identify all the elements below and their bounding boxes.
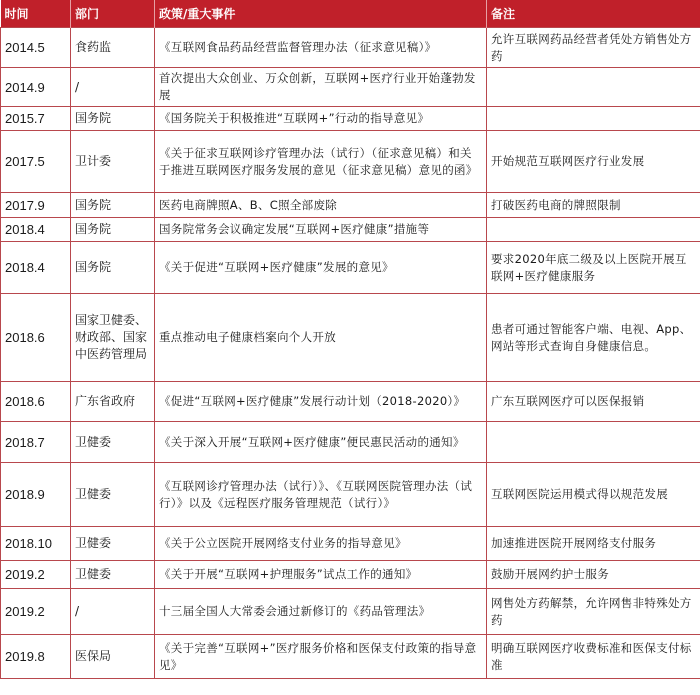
cell-policy: 《关于深入开展“互联网+医疗健康”便民惠民活动的通知》: [155, 422, 487, 463]
cell-time: 2014.9: [1, 68, 71, 107]
table-row: [1, 561, 700, 589]
cell-note: 加速推进医院开展网络支付服务: [487, 527, 700, 561]
cell-policy: 《互联网诊疗管理办法（试行）》、《互联网医院管理办法（试行）》以及《远程医疗服务管理规范（试行）》: [155, 463, 487, 527]
cell-dept: 食药监: [71, 28, 155, 68]
cell-policy: 《关于促进“互联网+医疗健康”发展的意见》: [155, 242, 487, 294]
cell-note: [487, 422, 700, 463]
table-row: [1, 463, 700, 527]
header-dept: 部门: [71, 0, 155, 28]
cell-note: 互联网医院运用模式得以规范发展: [487, 463, 700, 527]
table-row: [1, 242, 700, 294]
table-row: [1, 635, 700, 679]
cell-dept: 广东省政府: [71, 382, 155, 422]
cell-note: 广东互联网医疗可以医保报销: [487, 382, 700, 422]
cell-policy: 《关于征求互联网诊疗管理办法（试行）（征求意见稿）和关于推进互联网医疗服务发展的意见（征求意见稿）意见的函》: [155, 131, 487, 193]
table-row: [1, 589, 700, 635]
table-row: [1, 68, 700, 107]
table-row: [1, 107, 700, 131]
header-policy: 政策/重大事件: [155, 0, 487, 28]
cell-time: 2014.5: [1, 28, 71, 68]
cell-dept: 卫计委: [71, 131, 155, 193]
cell-policy: 《关于开展“互联网+护理服务”试点工作的通知》: [155, 561, 487, 589]
cell-note: 要求2020年底二级及以上医院开展互联网+医疗健康服务: [487, 242, 700, 294]
cell-dept: 国务院: [71, 218, 155, 242]
cell-dept: 卫健委: [71, 561, 155, 589]
cell-dept: 卫健委: [71, 527, 155, 561]
cell-dept: /: [71, 68, 155, 107]
cell-time: 2019.2: [1, 589, 71, 635]
cell-time: 2017.9: [1, 193, 71, 218]
cell-dept: 卫健委: [71, 422, 155, 463]
table-row: [1, 218, 700, 242]
table-header-row: [1, 0, 700, 28]
table-row: [1, 527, 700, 561]
header-note: 备注: [487, 0, 700, 28]
cell-policy: 《促进“互联网+医疗健康”发展行动计划（2018-2020）》: [155, 382, 487, 422]
cell-time: 2018.9: [1, 463, 71, 527]
cell-dept: /: [71, 589, 155, 635]
table-row: [1, 382, 700, 422]
cell-note: 鼓励开展网约护士服务: [487, 561, 700, 589]
cell-policy: 《国务院关于积极推进“互联网+”行动的指导意见》: [155, 107, 487, 131]
cell-dept: 医保局: [71, 635, 155, 679]
cell-time: 2018.6: [1, 294, 71, 382]
cell-policy: 十三届全国人大常委会通过新修订的《药品管理法》: [155, 589, 487, 635]
cell-policy: 重点推动电子健康档案向个人开放: [155, 294, 487, 382]
cell-dept: 国务院: [71, 242, 155, 294]
cell-note: 开始规范互联网医疗行业发展: [487, 131, 700, 193]
cell-time: 2019.2: [1, 561, 71, 589]
cell-dept: 卫健委: [71, 463, 155, 527]
header-time: 时间: [1, 0, 71, 28]
cell-note: 明确互联网医疗收费标准和医保支付标准: [487, 635, 700, 679]
cell-dept: 国家卫健委、财政部、国家中医药管理局: [71, 294, 155, 382]
cell-time: 2018.4: [1, 218, 71, 242]
cell-note: 患者可通过智能客户端、电视、App、网站等形式查询自身健康信息。: [487, 294, 700, 382]
table-row: [1, 131, 700, 193]
cell-policy: 《关于完善“互联网+”医疗服务价格和医保支付政策的指导意见》: [155, 635, 487, 679]
cell-note: 允许互联网药品经营者凭处方销售处方药: [487, 28, 700, 68]
cell-time: 2018.6: [1, 382, 71, 422]
cell-policy: 国务院常务会议确定发展“互联网+医疗健康”措施等: [155, 218, 487, 242]
table-row: [1, 193, 700, 218]
cell-policy: 首次提出大众创业、万众创新，互联网+医疗行业开始蓬勃发展: [155, 68, 487, 107]
cell-time: 2018.4: [1, 242, 71, 294]
cell-time: 2018.7: [1, 422, 71, 463]
cell-time: 2018.10: [1, 527, 71, 561]
table-row: [1, 28, 700, 68]
table-row: [1, 422, 700, 463]
cell-dept: 国务院: [71, 107, 155, 131]
cell-policy: 医药电商牌照A、B、C照全部废除: [155, 193, 487, 218]
cell-note: 打破医药电商的牌照限制: [487, 193, 700, 218]
cell-note: [487, 218, 700, 242]
table-row: [1, 294, 700, 382]
cell-policy: 《互联网食品药品经营监督管理办法（征求意见稿）》: [155, 28, 487, 68]
cell-note: [487, 107, 700, 131]
cell-note: 网售处方药解禁，允许网售非特殊处方药: [487, 589, 700, 635]
cell-dept: 国务院: [71, 193, 155, 218]
cell-time: 2015.7: [1, 107, 71, 131]
cell-note: [487, 68, 700, 107]
cell-policy: 《关于公立医院开展网络支付业务的指导意见》: [155, 527, 487, 561]
cell-time: 2019.8: [1, 635, 71, 679]
cell-time: 2017.5: [1, 131, 71, 193]
